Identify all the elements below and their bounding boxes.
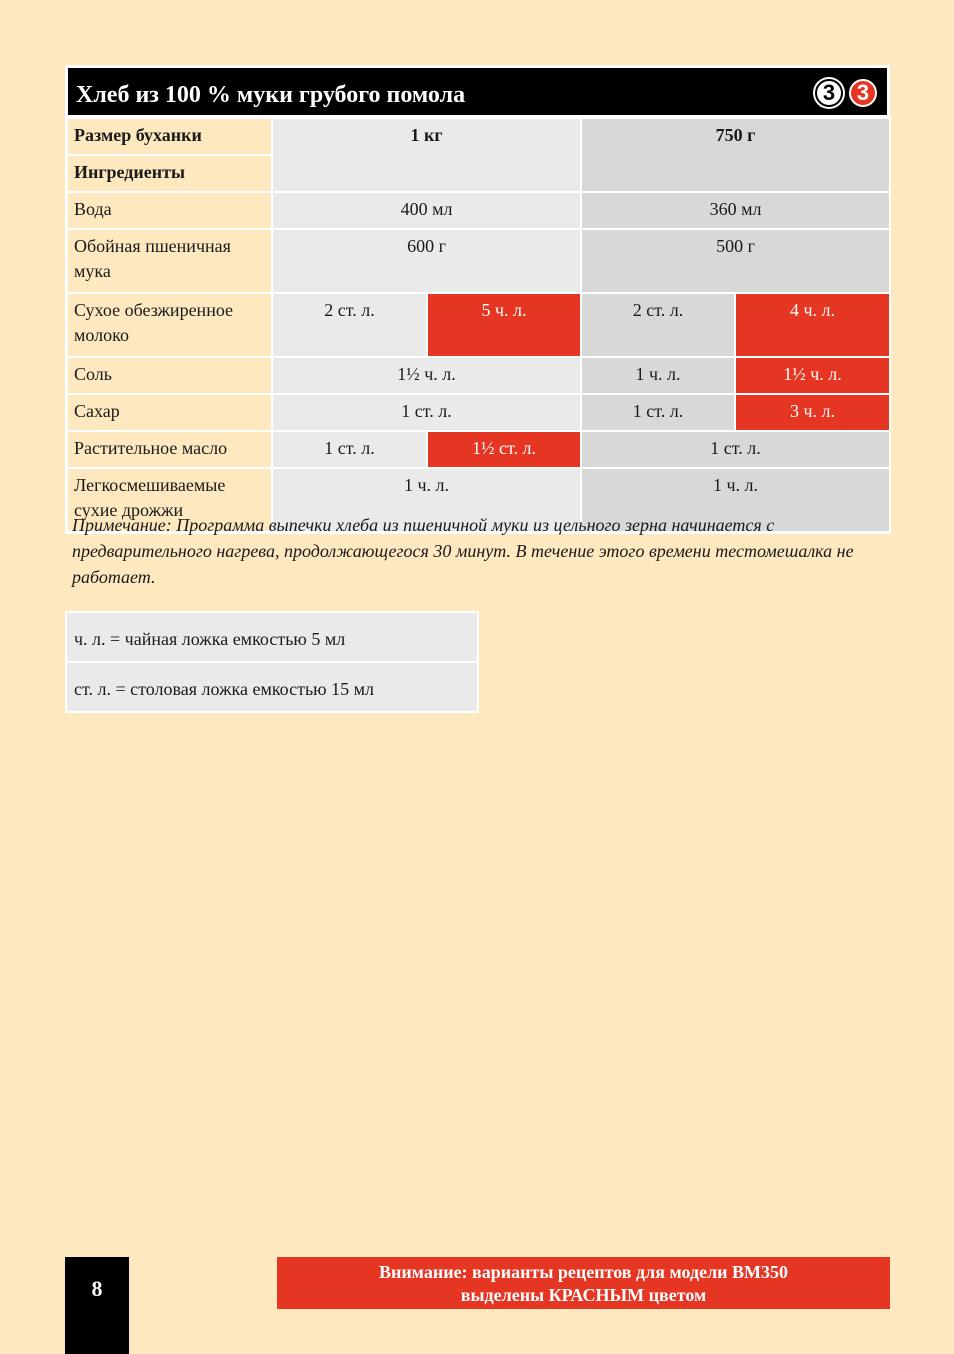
ingredient-name: Соль xyxy=(67,357,272,394)
recipe-table xyxy=(65,65,890,534)
warning-line-1: Внимание: варианты рецептов для модели BM350 xyxy=(378,1262,789,1282)
value-cell-bm350: 3 ч. л. xyxy=(735,394,890,431)
table-row xyxy=(67,431,890,468)
value-cell-bm350: 4 ч. л. xyxy=(735,293,890,357)
size-750g-header: 750 г xyxy=(581,118,890,192)
value-cell: 1½ ч. л. xyxy=(272,357,581,394)
value-cell: 1 ст. л. xyxy=(272,394,581,431)
ingredients-label: Ингредиенты xyxy=(67,155,272,192)
table-row xyxy=(67,357,890,394)
value-cell: 600 г xyxy=(272,229,581,293)
ingredient-name: Сухое обезжиренное молоко xyxy=(67,293,272,357)
value-cell: 1 ст. л. xyxy=(272,431,427,468)
value-cell: 500 г xyxy=(581,229,890,293)
ingredient-name: Легкосмешиваемые сухие дрожжи xyxy=(67,468,272,532)
recipe-title: Хлеб из 100 % муки грубого помола xyxy=(76,82,466,108)
value-cell-bm350: 1½ ч. л. xyxy=(735,357,890,394)
program-note: Примечание: Программа выпечки хлеба из пшеничной муки из цельного зерна начинается с предварительного нагрева, продолжающегося 30 минут. В течение этого времени тестомешалка не работает. xyxy=(72,515,854,587)
tablespoon-definition: ст. л. = столовая ложка емкостью 15 мл xyxy=(67,661,477,711)
program-number-badge-red: 3 xyxy=(849,79,877,107)
value-cell: 1 ч. л. xyxy=(581,468,890,532)
recipe-title-bar xyxy=(66,66,889,117)
table-row xyxy=(67,192,890,229)
value-cell: 400 мл xyxy=(272,192,581,229)
program-number-badge: 3 xyxy=(815,79,843,107)
ingredient-name: Вода xyxy=(67,192,272,229)
ingredient-name: Обойная пшеничная мука xyxy=(67,229,272,293)
value-cell-bm350: 1½ ст. л. xyxy=(427,431,581,468)
ingredient-name: Сахар xyxy=(67,394,272,431)
value-cell: 2 ст. л. xyxy=(581,293,735,357)
table-row xyxy=(67,394,890,431)
size-label: Размер буханки xyxy=(67,118,272,155)
page-number: 8 xyxy=(65,1257,129,1354)
size-1kg-header: 1 кг xyxy=(272,118,581,192)
ingredients-grid xyxy=(66,117,891,533)
value-cell-bm350: 5 ч. л. xyxy=(427,293,581,357)
value-cell: 1 ч. л. xyxy=(581,357,735,394)
value-cell: 1 ст. л. xyxy=(581,394,735,431)
teaspoon-definition: ч. л. = чайная ложка емкостью 5 мл xyxy=(74,629,346,649)
value-cell: 1 ч. л. xyxy=(272,468,581,532)
warning-line-2: выделены КРАСНЫМ цветом xyxy=(460,1285,707,1305)
ingredient-name: Растительное масло xyxy=(67,431,272,468)
value-cell: 1 ст. л. xyxy=(581,431,890,468)
table-row xyxy=(67,118,890,155)
value-cell: 2 ст. л. xyxy=(272,293,427,357)
units-legend xyxy=(65,611,479,713)
table-row xyxy=(67,293,890,357)
value-cell: 360 мл xyxy=(581,192,890,229)
model-warning-banner xyxy=(277,1257,890,1309)
table-row xyxy=(67,229,890,293)
